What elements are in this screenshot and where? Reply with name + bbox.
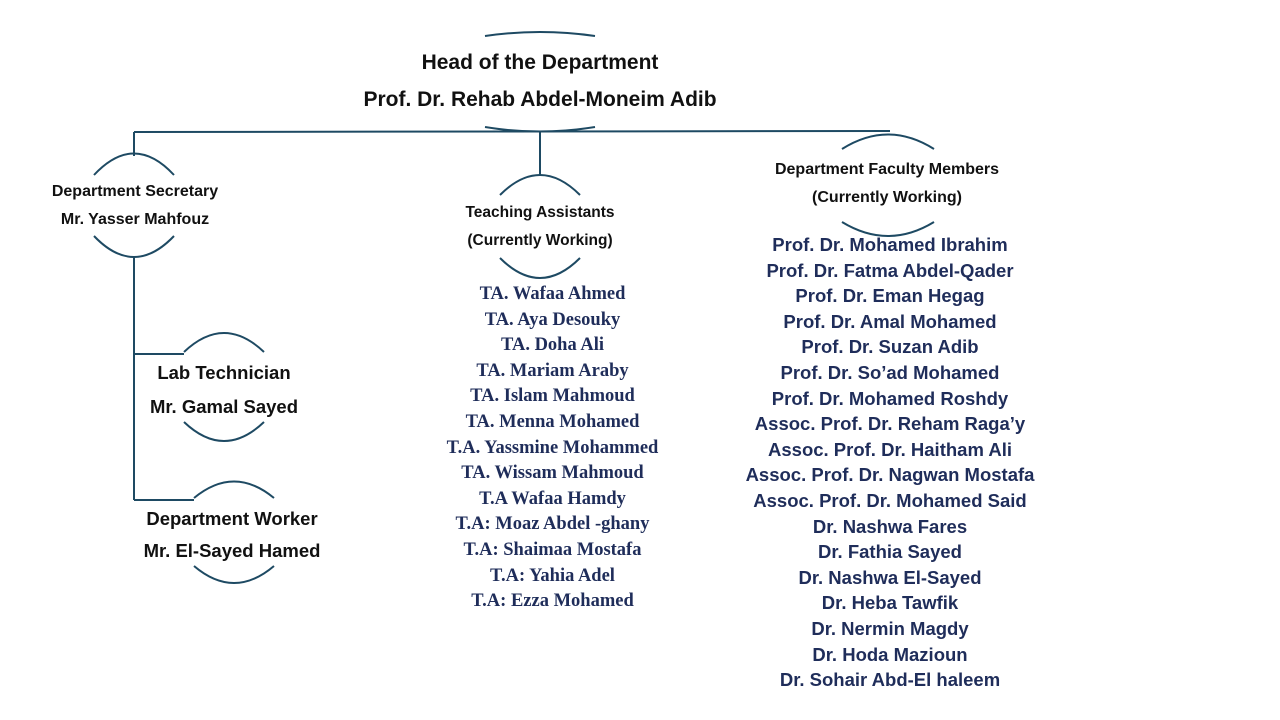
faculty-title: Department Faculty Members <box>774 161 1000 178</box>
list-item: T.A: Shaimaa Mostafa <box>463 539 642 560</box>
worker-node <box>102 503 362 567</box>
faculty-node <box>727 156 1047 212</box>
teaching-assistants-subtitle: (Currently Working) <box>467 232 613 249</box>
secretary-bottom-arc <box>94 236 174 257</box>
teaching-assistants-title: Teaching Assistants <box>465 204 615 221</box>
list-item: T.A. Yassmine Mohammed <box>446 437 659 458</box>
list-item: T.A: Moaz Abdel -ghany <box>455 514 650 535</box>
list-item: Prof. Dr. Eman Hegag <box>795 285 985 307</box>
list-item: Dr. Sohair Abd-El haleem <box>779 669 1001 691</box>
list-item: Prof. Dr. Fatma Abdel-Qader <box>766 259 1014 281</box>
list-item: Prof. Dr. Suzan Adib <box>801 336 979 358</box>
list-item: TA. Mariam Araby <box>476 360 629 381</box>
faculty-top-arc <box>842 135 934 150</box>
teaching-assistants-bottom-arc <box>500 258 580 278</box>
head-title: Head of the Department <box>421 51 659 74</box>
secretary-title: Department Secretary <box>51 183 219 200</box>
list-item: Assoc. Prof. Dr. Haitham Ali <box>768 438 1012 460</box>
lab-technician-name: Mr. Gamal Sayed <box>149 396 299 417</box>
list-item: Prof. Dr. Amal Mohamed <box>783 310 997 332</box>
lab-technician-bottom-arc <box>184 422 264 441</box>
list-item: T.A Wafaa Hamdy <box>479 488 626 509</box>
secretary-name: Mr. Yasser Mahfouz <box>60 211 210 228</box>
teaching-assistants-list <box>380 282 725 615</box>
worker-name: Mr. El-Sayed Hamed <box>143 540 321 561</box>
worker-top-arc <box>194 482 274 499</box>
secretary-top-arc <box>94 154 174 176</box>
worker-bottom-arc <box>194 566 274 583</box>
list-item: TA. Doha Ali <box>501 335 604 356</box>
list-item: TA. Wafaa Ahmed <box>479 284 626 304</box>
list-item: T.A: Ezza Mohamed <box>471 591 634 612</box>
faculty-subtitle: (Currently Working) <box>812 189 962 206</box>
list-item: TA. Wissam Mahmoud <box>461 463 644 484</box>
head-name: Prof. Dr. Rehab Abdel-Moneim Adib <box>363 88 717 111</box>
teaching-assistants-node <box>400 199 680 255</box>
list-item: Assoc. Prof. Dr. Mohamed Said <box>753 489 1027 511</box>
list-item: Dr. Fathia Sayed <box>818 541 962 563</box>
list-item: TA. Menna Mohamed <box>465 411 640 432</box>
list-item: Prof. Dr. So’ad Mohamed <box>780 361 1000 383</box>
list-item: Assoc. Prof. Dr. Reham Raga’y <box>754 413 1026 435</box>
list-item: TA. Islam Mahmoud <box>470 386 635 407</box>
list-item: Dr. Nermin Magdy <box>811 617 969 639</box>
list-item: Dr. Hoda Mazioun <box>812 643 968 665</box>
list-item: Dr. Heba Tawfik <box>821 592 959 614</box>
list-item: Prof. Dr. Mohamed Ibrahim <box>772 234 1008 255</box>
lab-technician-node <box>104 356 344 424</box>
list-item: Dr. Nashwa Fares <box>812 515 968 537</box>
list-item: T.A: Yahia Adel <box>490 565 615 586</box>
list-item: Dr. Nashwa El-Sayed <box>798 566 982 588</box>
list-item: Assoc. Prof. Dr. Nagwan Mostafa <box>745 464 1035 486</box>
faculty-list <box>700 232 1080 693</box>
lab-technician-title: Lab Technician <box>157 362 291 383</box>
list-item: Prof. Dr. Mohamed Roshdy <box>771 387 1009 409</box>
head-node <box>290 44 790 118</box>
lab-technician-top-arc <box>184 333 264 352</box>
head-top-arc <box>485 32 595 36</box>
worker-title: Department Worker <box>146 508 318 529</box>
teaching-assistants-top-arc <box>500 175 580 195</box>
secretary-node <box>15 178 255 234</box>
list-item: TA. Aya Desouky <box>484 309 621 330</box>
